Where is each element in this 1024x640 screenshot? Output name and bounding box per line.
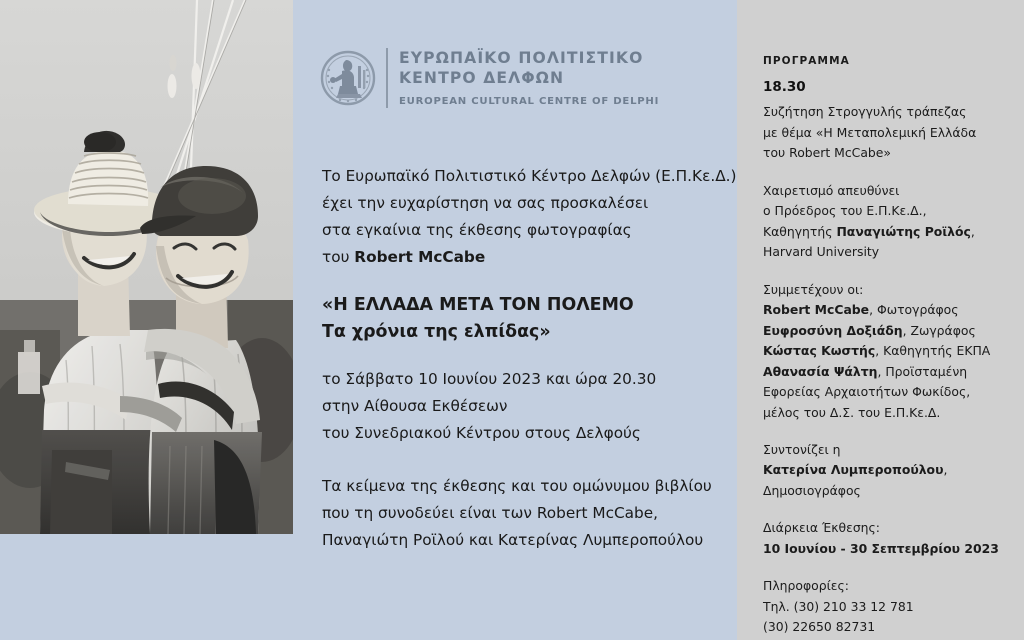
moderator-name-suffix: ,: [943, 462, 948, 478]
moderator-name-line: [763, 460, 1004, 480]
centre-content-column: [320, 0, 737, 640]
greeting-line-4: Harvard University: [763, 244, 880, 260]
greeting-title-prefix: Καθηγητής: [763, 223, 837, 239]
participant-name: Robert McCabe: [763, 302, 870, 318]
logo-english-line: EUROPEAN CULTURAL CENTRE OF DELPHI: [399, 95, 660, 107]
moderator-name: Κατερίνα Λυμπεροπούλου: [763, 462, 944, 478]
exhibition-title-line-2: Τα χρόνια της ελπίδας»: [322, 321, 551, 342]
logo-text-block: [399, 49, 659, 106]
spacer-before-moderator: [763, 423, 1004, 440]
duration-label: Διάρκεια Έκθεσης:: [763, 520, 880, 536]
greeting-line-2: ο Πρόεδρος του Ε.Π.Κε.Δ.,: [763, 203, 927, 219]
participant-row: [763, 362, 1004, 382]
greeting-line-1: Χαιρετισμό απευθύνει: [763, 182, 900, 198]
credits-block: [322, 473, 722, 554]
logo-greek-line-2: ΚΕΝΤΡΟ ΔΕΛΦΩΝ: [399, 69, 565, 87]
logo-divider: [386, 48, 388, 108]
exhibition-title-block: [322, 292, 722, 345]
info-phone-2: (30) 22650 82731: [763, 619, 876, 635]
duration-dates: 10 Ιουνίου - 30 Σεπτεμβρίου 2023: [763, 540, 999, 556]
credits-line-1: Τα κείμενα της έκθεσης και του ομώνυμου βιβλίου: [322, 477, 712, 496]
participant-name: Ευφροσύνη Δοξιάδη: [763, 322, 903, 338]
invitation-body-copy: [322, 163, 737, 555]
participant-extra-line-2: μέλος του Δ.Σ. του Ε.Π.Κε.Δ.: [763, 404, 941, 420]
roundtable-line-2: με θέμα «Η Μεταπολεμική Ελλάδα: [763, 124, 977, 140]
moderator-role: Δημοσιογράφος: [763, 482, 861, 498]
participant-row: [763, 300, 1004, 320]
eccd-logo-lockup: [320, 48, 659, 108]
invitation-intro-paragraph: [322, 163, 737, 271]
artist-prefix: του: [322, 248, 355, 267]
participant-role: , Προϊσταμένη: [877, 363, 968, 379]
participant-name: Αθανασία Ψάλτη: [763, 363, 878, 379]
greeting-president-name: Παναγιώτης Ροϊλός: [836, 223, 971, 239]
spacer-after-venue: [322, 447, 722, 473]
when-where-block: [322, 366, 722, 447]
participant-extra-line-1: Εφορείας Αρχαιοτήτων Φωκίδος,: [763, 384, 971, 400]
participant-row: [763, 341, 1004, 361]
participant-name: Κώστας Κωστής: [763, 343, 876, 359]
spacer-before-duration: [763, 501, 1004, 518]
artist-line: [322, 244, 722, 271]
credits-line-3: Παναγιώτη Ροϊλού και Κατερίνας Λυμπεροπούλου: [322, 531, 704, 550]
spacer-before-info: [763, 559, 1004, 576]
spacer-after-intro: [322, 271, 722, 292]
roundtable-line-3: του Robert McCabe»: [763, 145, 891, 161]
duration-value: [763, 539, 1004, 559]
delphi-seated-figure-coin-emblem: [320, 48, 376, 108]
artist-name: Robert McCabe: [354, 248, 486, 267]
moderator-label: Συντονίζει η: [763, 441, 841, 457]
credits-line-2: που τη συνοδεύει είναι των Robert McCabe,: [322, 504, 659, 523]
participant-role: , Φωτογράφος: [869, 302, 959, 318]
participants-label: Συμμετέχουν οι:: [763, 281, 864, 297]
participant-row: [763, 321, 1004, 341]
programme-panel: [737, 0, 1024, 640]
intro-line-2: έχει την ευχαρίστηση να σας προσκαλέσει: [322, 194, 649, 213]
greeting-line-3: [763, 222, 1004, 242]
spacer-before-participants: [763, 263, 1004, 280]
fishermen-photograph: [0, 0, 293, 534]
spacer-after-title: [322, 345, 722, 366]
roundtable-line-1: Συζήτηση Στρογγυλής τράπεζας: [763, 104, 967, 120]
participant-role: , Καθηγητής ΕΚΠΑ: [875, 343, 991, 359]
info-label: Πληροφορίες:: [763, 578, 849, 594]
logo-greek-line-1: ΕΥΡΩΠΑΪΚΟ ΠΟΛΙΤΙΣΤΙΚΟ: [399, 49, 644, 68]
intro-line-1: Το Ευρωπαϊκό Πολιτιστικό Κέντρο Δελφών (Ε.Π.Κε.Δ.): [322, 167, 737, 185]
programme-time: 18.30: [763, 78, 806, 95]
venue-line-1: στην Αίθουσα Εκθέσεων: [322, 397, 508, 416]
greeting-line3-suffix: ,: [970, 223, 975, 239]
info-phone-1: Τηλ. (30) 210 33 12 781: [763, 598, 914, 614]
participant-role: , Ζωγράφος: [902, 322, 976, 338]
programme-kicker: ΠΡΟΓΡΑΜΜΑ: [763, 55, 850, 67]
exhibition-title-line-1: «Η ΕΛΛΑΔΑ ΜΕΤΑ ΤΟΝ ΠΟΛΕΜΟ: [322, 295, 634, 316]
venue-line-2: του Συνεδριακού Κέντρου στους Δελφούς: [322, 424, 641, 443]
intro-line-3: στα εγκαίνια της έκθεσης φωτογραφίας: [322, 221, 632, 240]
photograph-graphic: [0, 0, 293, 534]
spacer-before-greeting: [763, 164, 1004, 181]
when-line: το Σάββατο 10 Ιουνίου 2023 και ώρα 20.30: [322, 370, 657, 389]
